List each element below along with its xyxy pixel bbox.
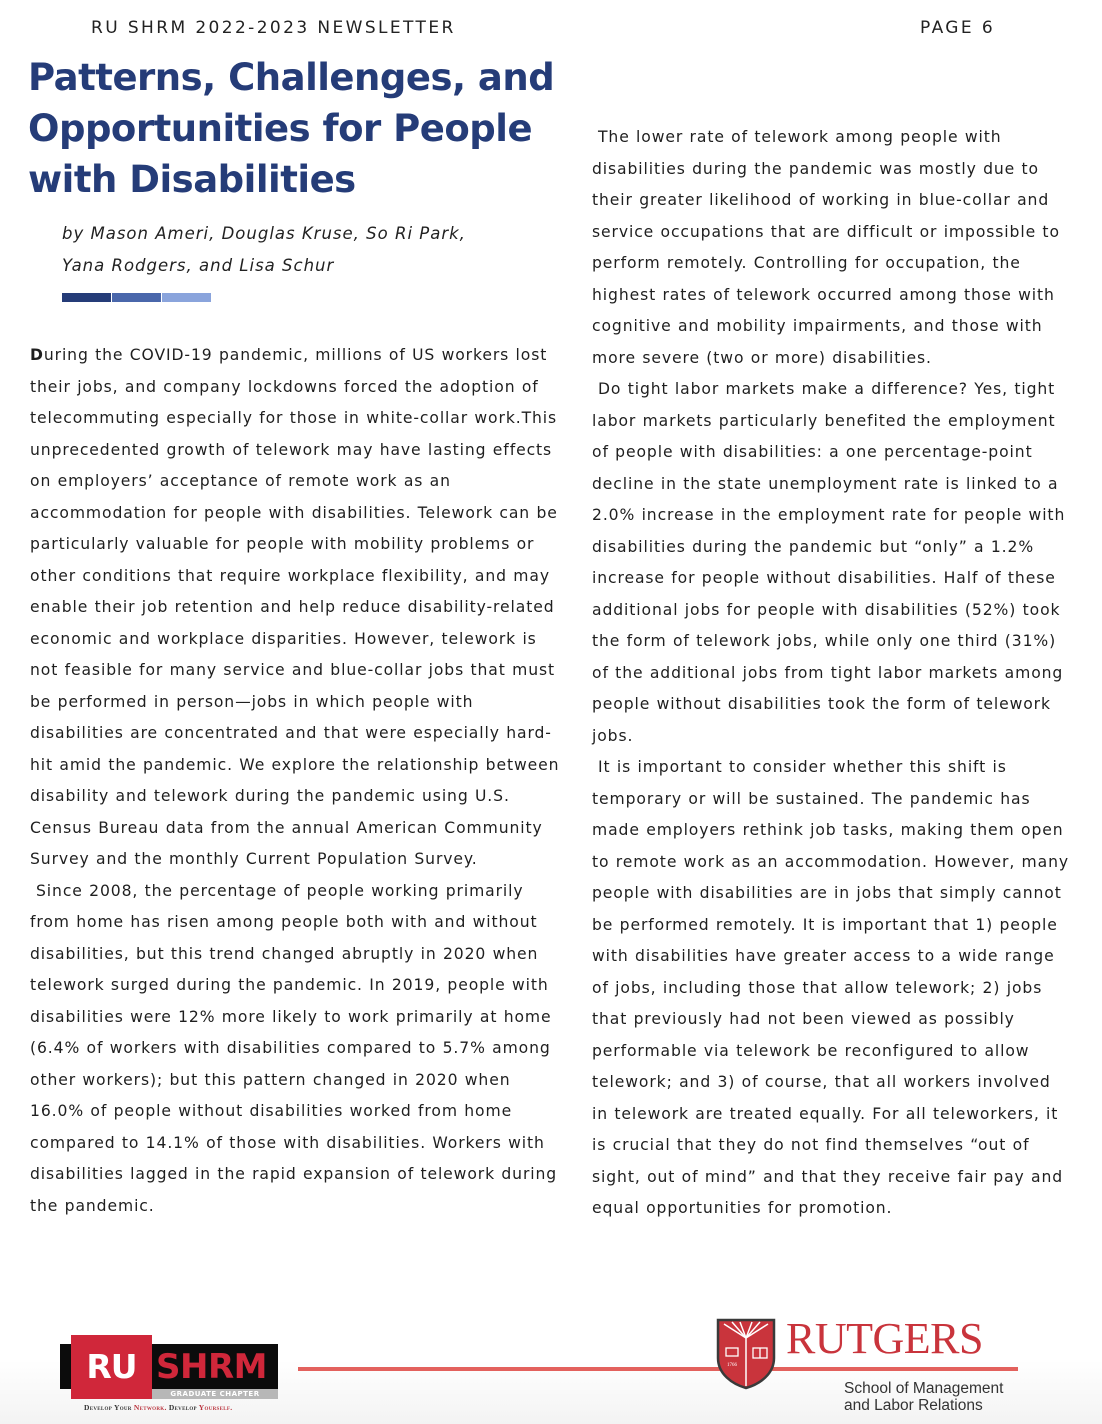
rushrm-logo-shrm: SHRM <box>156 1347 267 1387</box>
school-line-2: and Labor Relations <box>844 1397 983 1414</box>
tagline-part: Develop <box>166 1403 199 1412</box>
rutgers-wordmark: RUTGERS <box>786 1314 983 1363</box>
school-line-1: School of Management <box>844 1380 1004 1397</box>
running-head: RU SHRM 2022-2023 NEWSLETTER <box>91 18 456 38</box>
left-column <box>30 340 560 1222</box>
paragraph: The lower rate of telework among people with disabilities during the pandemic was mostly due to their greater likelihood of working in blue-collar and service occupations that are difficult or impossible to perform remotely. Controlling for occupation, the highest rates of telework occurred among those with cognitive and mobility impairments, and those with more severe (two or more) disabilities. <box>592 128 1060 367</box>
byline-line-1: by Mason Ameri, Douglas Kruse, So Ri Park, <box>62 224 466 243</box>
rutgers-shield-icon <box>716 1318 776 1390</box>
tagline-part: Develop Your <box>84 1403 134 1412</box>
byline <box>62 218 542 282</box>
article-title: Patterns, Challenges, and Opportunities for People with Disabilities <box>28 56 555 201</box>
page-number: PAGE 6 <box>920 18 996 38</box>
accent-bar-segment-dark <box>62 293 111 302</box>
tagline-part: Yourself. <box>198 1403 233 1412</box>
byline-line-2: Yana Rodgers, and Lisa Schur <box>62 256 335 275</box>
rushrm-tagline <box>84 1403 232 1412</box>
paragraph: It is important to consider whether this shift is temporary or will be sustained. The pandemic has made employers rethink job tasks, making them open to remote work as an accommodation. However, many people with disabilities are in jobs that simply cannot be performed remotely. It is important that 1) people with disabilities have greater access to a wide range of jobs, including those that allow telework; 2) jobs that previously had not been viewed as possibly performable via telework be reconfigured to allow telework; and 3) of course, that all workers involved in telework are treated equally. For all teleworkers, it is crucial that they do not find themselves “out of sight, out of mind” and that they receive fair pay and equal opportunities for promotion. <box>592 758 1070 1217</box>
accent-bar <box>62 293 211 302</box>
paragraph: Since 2008, the percentage of people working primarily from home has risen among people both with and without disabilities, but this trend changed abruptly in 2020 when telework surged during the pandemic. In 2019, people with disabilities were 12% more likely to work primarily at home (6.4% of workers with disabilities compared to 5.7% among other workers); but this pattern changed in 2020 when 16.0% of people without disabilities worked from home compared to 14.1% of those with disabilities. Workers with disabilities lagged in the rapid expansion of telework during the pandemic. <box>30 881 558 1215</box>
right-column <box>592 122 1072 1225</box>
paragraph <box>30 340 560 876</box>
svg-text:1766: 1766 <box>727 1363 737 1368</box>
drop-cap: D <box>30 346 44 364</box>
rushrm-logo-chapter: GRADUATE CHAPTER <box>152 1389 278 1399</box>
rutgers-school-name <box>844 1380 1003 1414</box>
accent-bar-segment-mid <box>112 293 161 302</box>
rushrm-logo <box>60 1335 300 1415</box>
accent-bar-segment-light <box>162 293 211 302</box>
rushrm-logo-ru: RU <box>71 1335 152 1399</box>
tagline-part: Network. <box>133 1403 167 1412</box>
paragraph: Do tight labor markets make a difference? Yes, tight labor markets particularly benefited the employment of people with disabilities: a one percentage-point decline in the state unemployment rate is linked to a 2.0% increase in the employment rate for people with disabilities during the pandemic but “only” a 1.2% increase for people without disabilities. Half of these additional jobs for people with disabilities (52%) took the form of telework jobs, while only one third (31%) of the additional jobs from tight labor markets among people without disabilities took the form of telework jobs. <box>592 380 1066 745</box>
rutgers-logo <box>716 1314 1036 1418</box>
paragraph-text: uring the COVID-19 pandemic, millions of US workers lost their jobs, and company lockdowns forced the adoption of telecommuting especially for those in white-collar work.This unprecedented growth of telework may have lasting effects on employers’ acceptance of remote work as an accommodation for people with disabilities. Telework can be particularly valuable for people with mobility problems or other conditions that require workplace flexibility, and may enable their job retention and help reduce disability-related economic and workplace disparities. However, telework is not feasible for many service and blue-collar jobs that must be performed in person—jobs in which people with disabilities are concentrated and that were especially hard-hit amid the pandemic. We explore the relationship between disability and telework during the pandemic using U.S. Census Bureau data from the annual American Community Survey and the monthly Current Population Survey. <box>30 346 560 868</box>
